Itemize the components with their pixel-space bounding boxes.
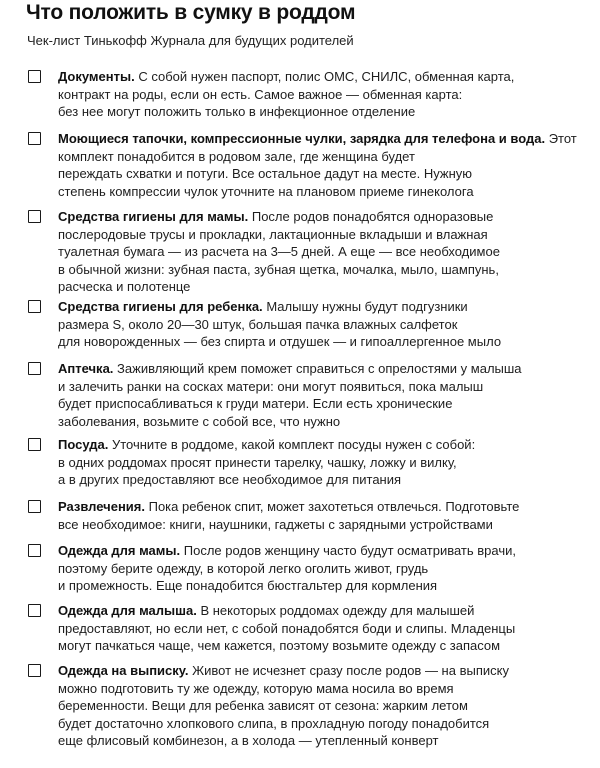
- item-text: Посуда. Уточните в роддоме, какой комплект посуды нужен с собой: в одних роддомах просят принести тарелку, чашку, ложку и вилку, а в других предоставляют все необходимое для питания: [58, 437, 476, 488]
- item-text: Одежда для мамы. После родов женщину часто будут осматривать врачи, поэтому берите одежду, в которой легко оголить живот, грудь и промежность. Еще понадобится бюстгальтер для кормления: [58, 543, 516, 594]
- checkbox-first-aid[interactable]: [28, 362, 41, 375]
- item-text: Аптечка. Заживляющий крем поможет справиться с опрелостями у малыша и залечить ранки на сосках матери: они могут появиться, пока малыш будет приспосабливаться к груди матери. Если есть хронические заболевания, возьмите с собой все, что нужно: [58, 361, 522, 429]
- checkbox-baby-clothes[interactable]: [28, 604, 41, 617]
- item-title: Одежда для малыша.: [58, 603, 197, 618]
- page-title: Что положить в сумку в роддом: [26, 1, 356, 24]
- item-title: Моющиеся тапочки, компрессионные чулки, зарядка для телефона и вода.: [58, 131, 546, 146]
- item-title: Аптечка.: [58, 361, 114, 376]
- checkbox-entertainment[interactable]: [28, 500, 41, 513]
- checkbox-mom-clothes[interactable]: [28, 544, 41, 557]
- item-title: Одежда на выписку.: [58, 663, 189, 678]
- item-title: Одежда для мамы.: [58, 543, 181, 558]
- item-title: Средства гигиены для ребенка.: [58, 299, 263, 314]
- checkbox-discharge-clothes[interactable]: [28, 664, 41, 677]
- item-text: Средства гигиены для ребенка. Малышу нужны будут подгузники размера S, около 20—30 штук, большая пачка влажных салфеток для новорожденных — без спирта и отдушек — и гипоаллергенное мыло: [58, 299, 502, 350]
- item-text: Одежда на выписку. Живот не исчезнет сразу после родов — на выписку можно подготовить ту же одежду, которую мама носила во время беременности. Вещи для ребенка зависят от сезона: жарким летом будет достаточно хлопкового слипа, в прохладную погоду понадобится еще флисовый комбинезон, а в холода — утепленный конверт: [58, 663, 509, 749]
- checkbox-baby-hygiene[interactable]: [28, 300, 41, 313]
- item-title: Посуда.: [58, 437, 109, 452]
- item-title: Документы.: [58, 69, 135, 84]
- page-subtitle: Чек-лист Тинькофф Журнала для будущих родителей: [27, 33, 354, 48]
- checkbox-dishes[interactable]: [28, 438, 41, 451]
- item-text: Развлечения. Пока ребенок спит, может захотеться отвлечься. Подготовьте все необходимое: книги, наушники, гаджеты с зарядными устройствами: [58, 499, 520, 532]
- item-text: Средства гигиены для мамы. После родов понадобятся одноразовые послеродовые трусы и прокладки, лактационные вкладыши и влажная туалетная бумага — из расчета на 3—5 дней. А еще — все необходимое в обычной жизни: зубная паста, зубная щетка, мочалка, мыло, шампунь, расческа и полотенце: [58, 209, 500, 295]
- item-title: Средства гигиены для мамы.: [58, 209, 249, 224]
- checkbox-documents[interactable]: [28, 70, 41, 83]
- checkbox-slippers[interactable]: [28, 132, 41, 145]
- item-text: Одежда для малыша. В некоторых роддомах одежду для малышей предоставляют, но если нет, с собой понадобятся боди и слипы. Младенцы могут пачкаться чаще, чем кажется, поэтому возьмите одежду с запасом: [58, 603, 516, 654]
- item-text: Документы. С собой нужен паспорт, полис ОМС, СНИЛС, обменная карта, контракт на роды, если он есть. Самое важное — обменная карта: без нее могут положить только в инфекционное отделение: [58, 69, 515, 120]
- item-title: Развлечения.: [58, 499, 145, 514]
- checkbox-mom-hygiene[interactable]: [28, 210, 41, 223]
- item-text: Моющиеся тапочки, компрессионные чулки, зарядка для телефона и вода. Этот комплект понадобится в родовом зале, где женщина будет переждать схватки и потуги. Все остальное дадут на месте. Нужную степень компрессии чулок уточните на плановом приеме гинеколога: [58, 131, 577, 199]
